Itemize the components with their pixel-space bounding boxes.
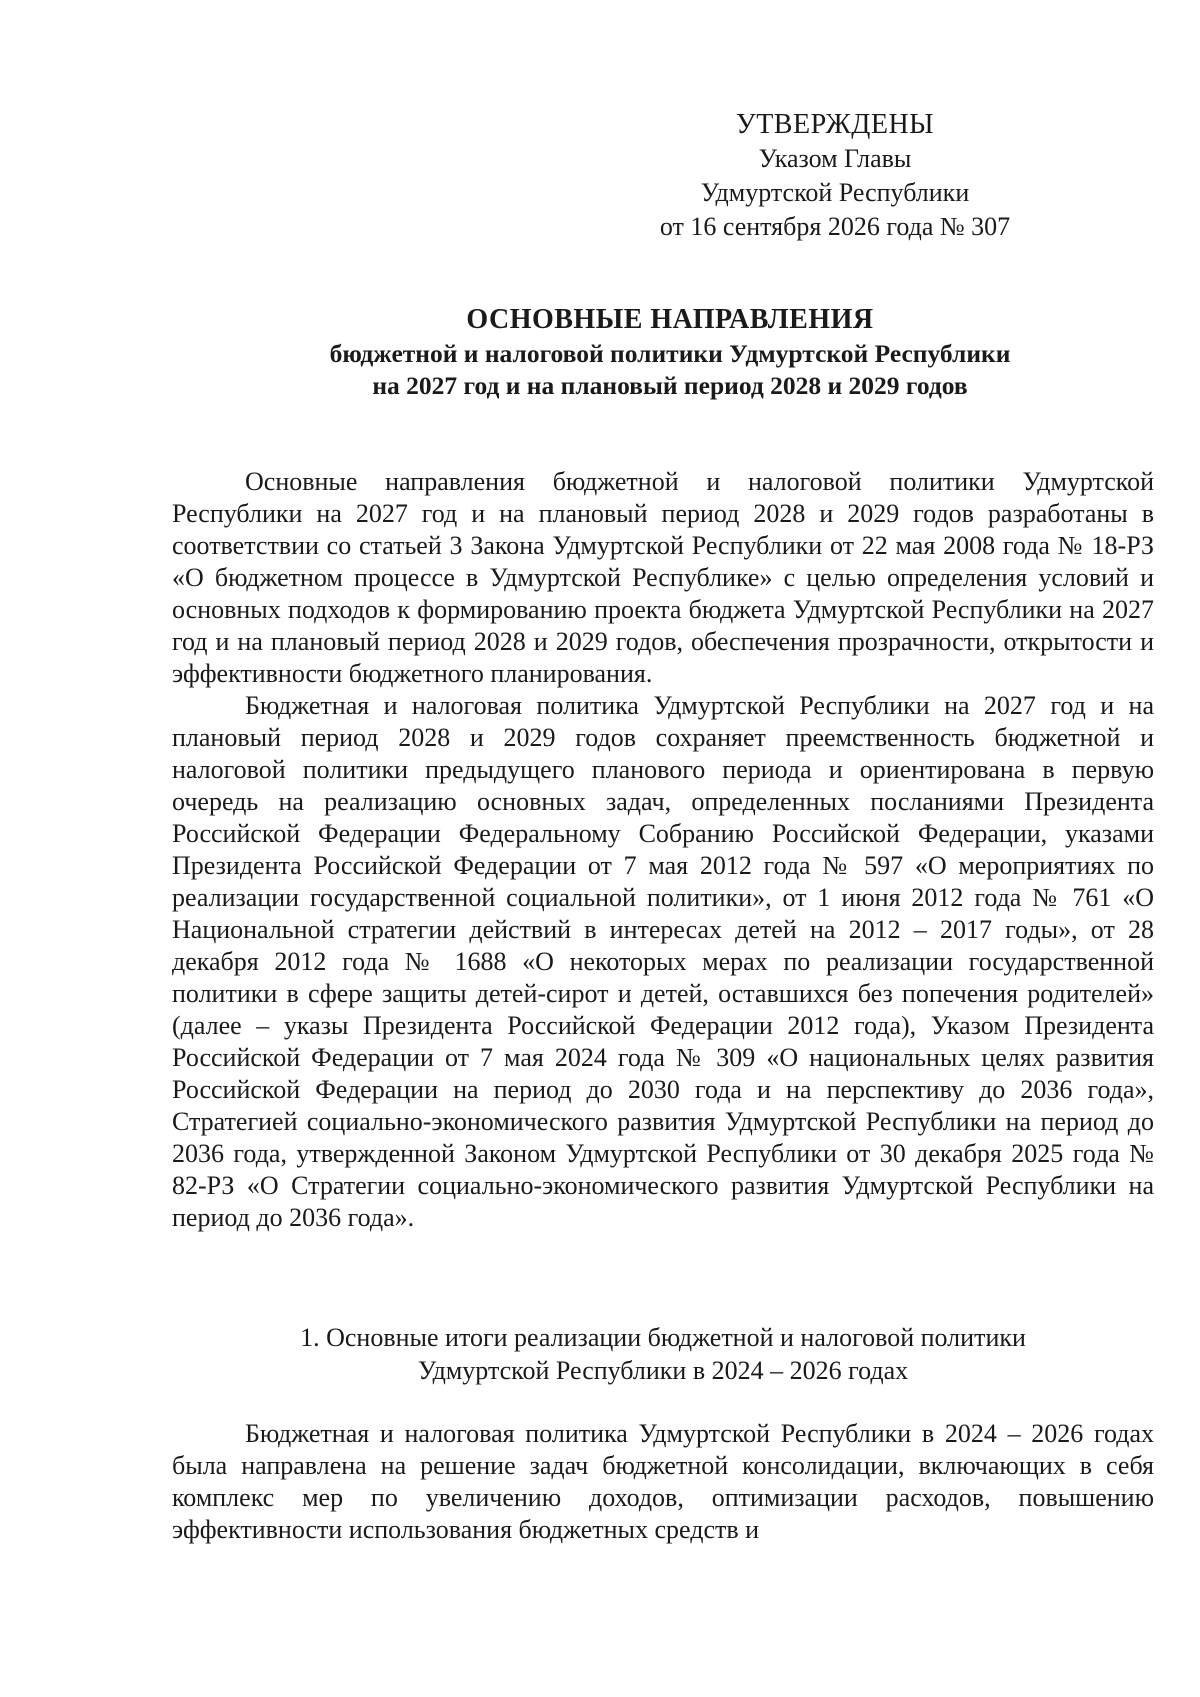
title-subtitle-line2: на 2027 год и на плановый период 2028 и 2029 годов bbox=[372, 371, 968, 400]
intro-paragraph-2: Бюджетная и налоговая политика Удмуртской Республики на 2027 год и на плановый период 2028 и 2029 годов сохраняет преемственность бюджетной и налоговой политики предыдущего планового периода и ориентирована в первую очередь на реализацию основных задач, определенных посланиями Президента Российской Федерации Федеральному Собранию Российской Федерации, указами Президента Российской Федерации от 7 мая 2012 года № 597 «О мероприятиях по реализации государственной социальной политики», от 1 июня 2012 года № 761 «О Национальной стратегии действий в интересах детей на 2012 – 2017 годы», от 28 декабря 2012 года № 1688 «О некоторых мерах по реализации государственной политики в сфере защиты детей-сирот и детей, оставшихся без попечения родителей» (далее – указы Президента Российской Федерации 2012 года), Указом Президента Российской Федерации от 7 мая 2024 года № 309 «О национальных целях развития Российской Федерации на период до 2030 года и на перспективу до 2036 года», Стратегией социально-экономического развития Удмуртской Республики на период до 2036 года, утвержденной Законом Удмуртской Республики от 30 декабря 2025 года № 82-РЗ «О Стратегии социально-экономического развития Удмуртской Республики на период до 2036 года». bbox=[172, 691, 1154, 1232]
intro-paragraph-1: Основные направления бюджетной и налоговой политики Удмуртской Республики на 2027 год и на плановый период 2028 и 2029 годов разработаны в соответствии со статьей 3 Закона Удмуртской Республики от 22 мая 2008 года № 18-РЗ «О бюджетном процессе в Удмуртской Республике» с целью определения условий и основных подходов к формированию проекта бюджета Удмуртской Республики на 2027 год и на плановый период 2028 и 2029 годов, обеспечения прозрачности, открытости и эффективности бюджетного планирования. bbox=[172, 467, 1154, 688]
approval-heading: УТВЕРЖДЕНЫ bbox=[735, 109, 935, 140]
section-1-paragraph-1: Бюджетная и налоговая политика Удмуртской Республики в 2024 – 2026 годах была направлена на решение задач бюджетной консолидации, включающих в себя комплекс мер по увеличению доходов, оптимизации расходов, повышению эффективности использования бюджетных средств и bbox=[172, 1419, 1154, 1544]
title-subtitle-line1: бюджетной и налоговой политики Удмуртской Республики bbox=[329, 339, 1011, 368]
approval-decree-line: Указом Главы bbox=[758, 144, 912, 173]
section-1-heading-line2: Удмуртской Республики в 2024 – 2026 годах bbox=[417, 1356, 909, 1385]
intro-section bbox=[172, 466, 1154, 1234]
approval-date-line: от 16 сентября 2026 года № 307 bbox=[659, 212, 1011, 241]
section-1-heading-line1: 1. Основные итоги реализации бюджетной и налоговой политики bbox=[300, 1323, 1026, 1352]
approval-stamp bbox=[620, 108, 1050, 244]
document-title bbox=[170, 302, 1170, 402]
section-1-body bbox=[172, 1418, 1154, 1546]
title-main: ОСНОВНЫЕ НАПРАВЛЕНИЯ bbox=[466, 304, 874, 335]
section-1-heading bbox=[172, 1321, 1154, 1387]
approval-authority-line: Удмуртской Республики bbox=[700, 178, 970, 207]
